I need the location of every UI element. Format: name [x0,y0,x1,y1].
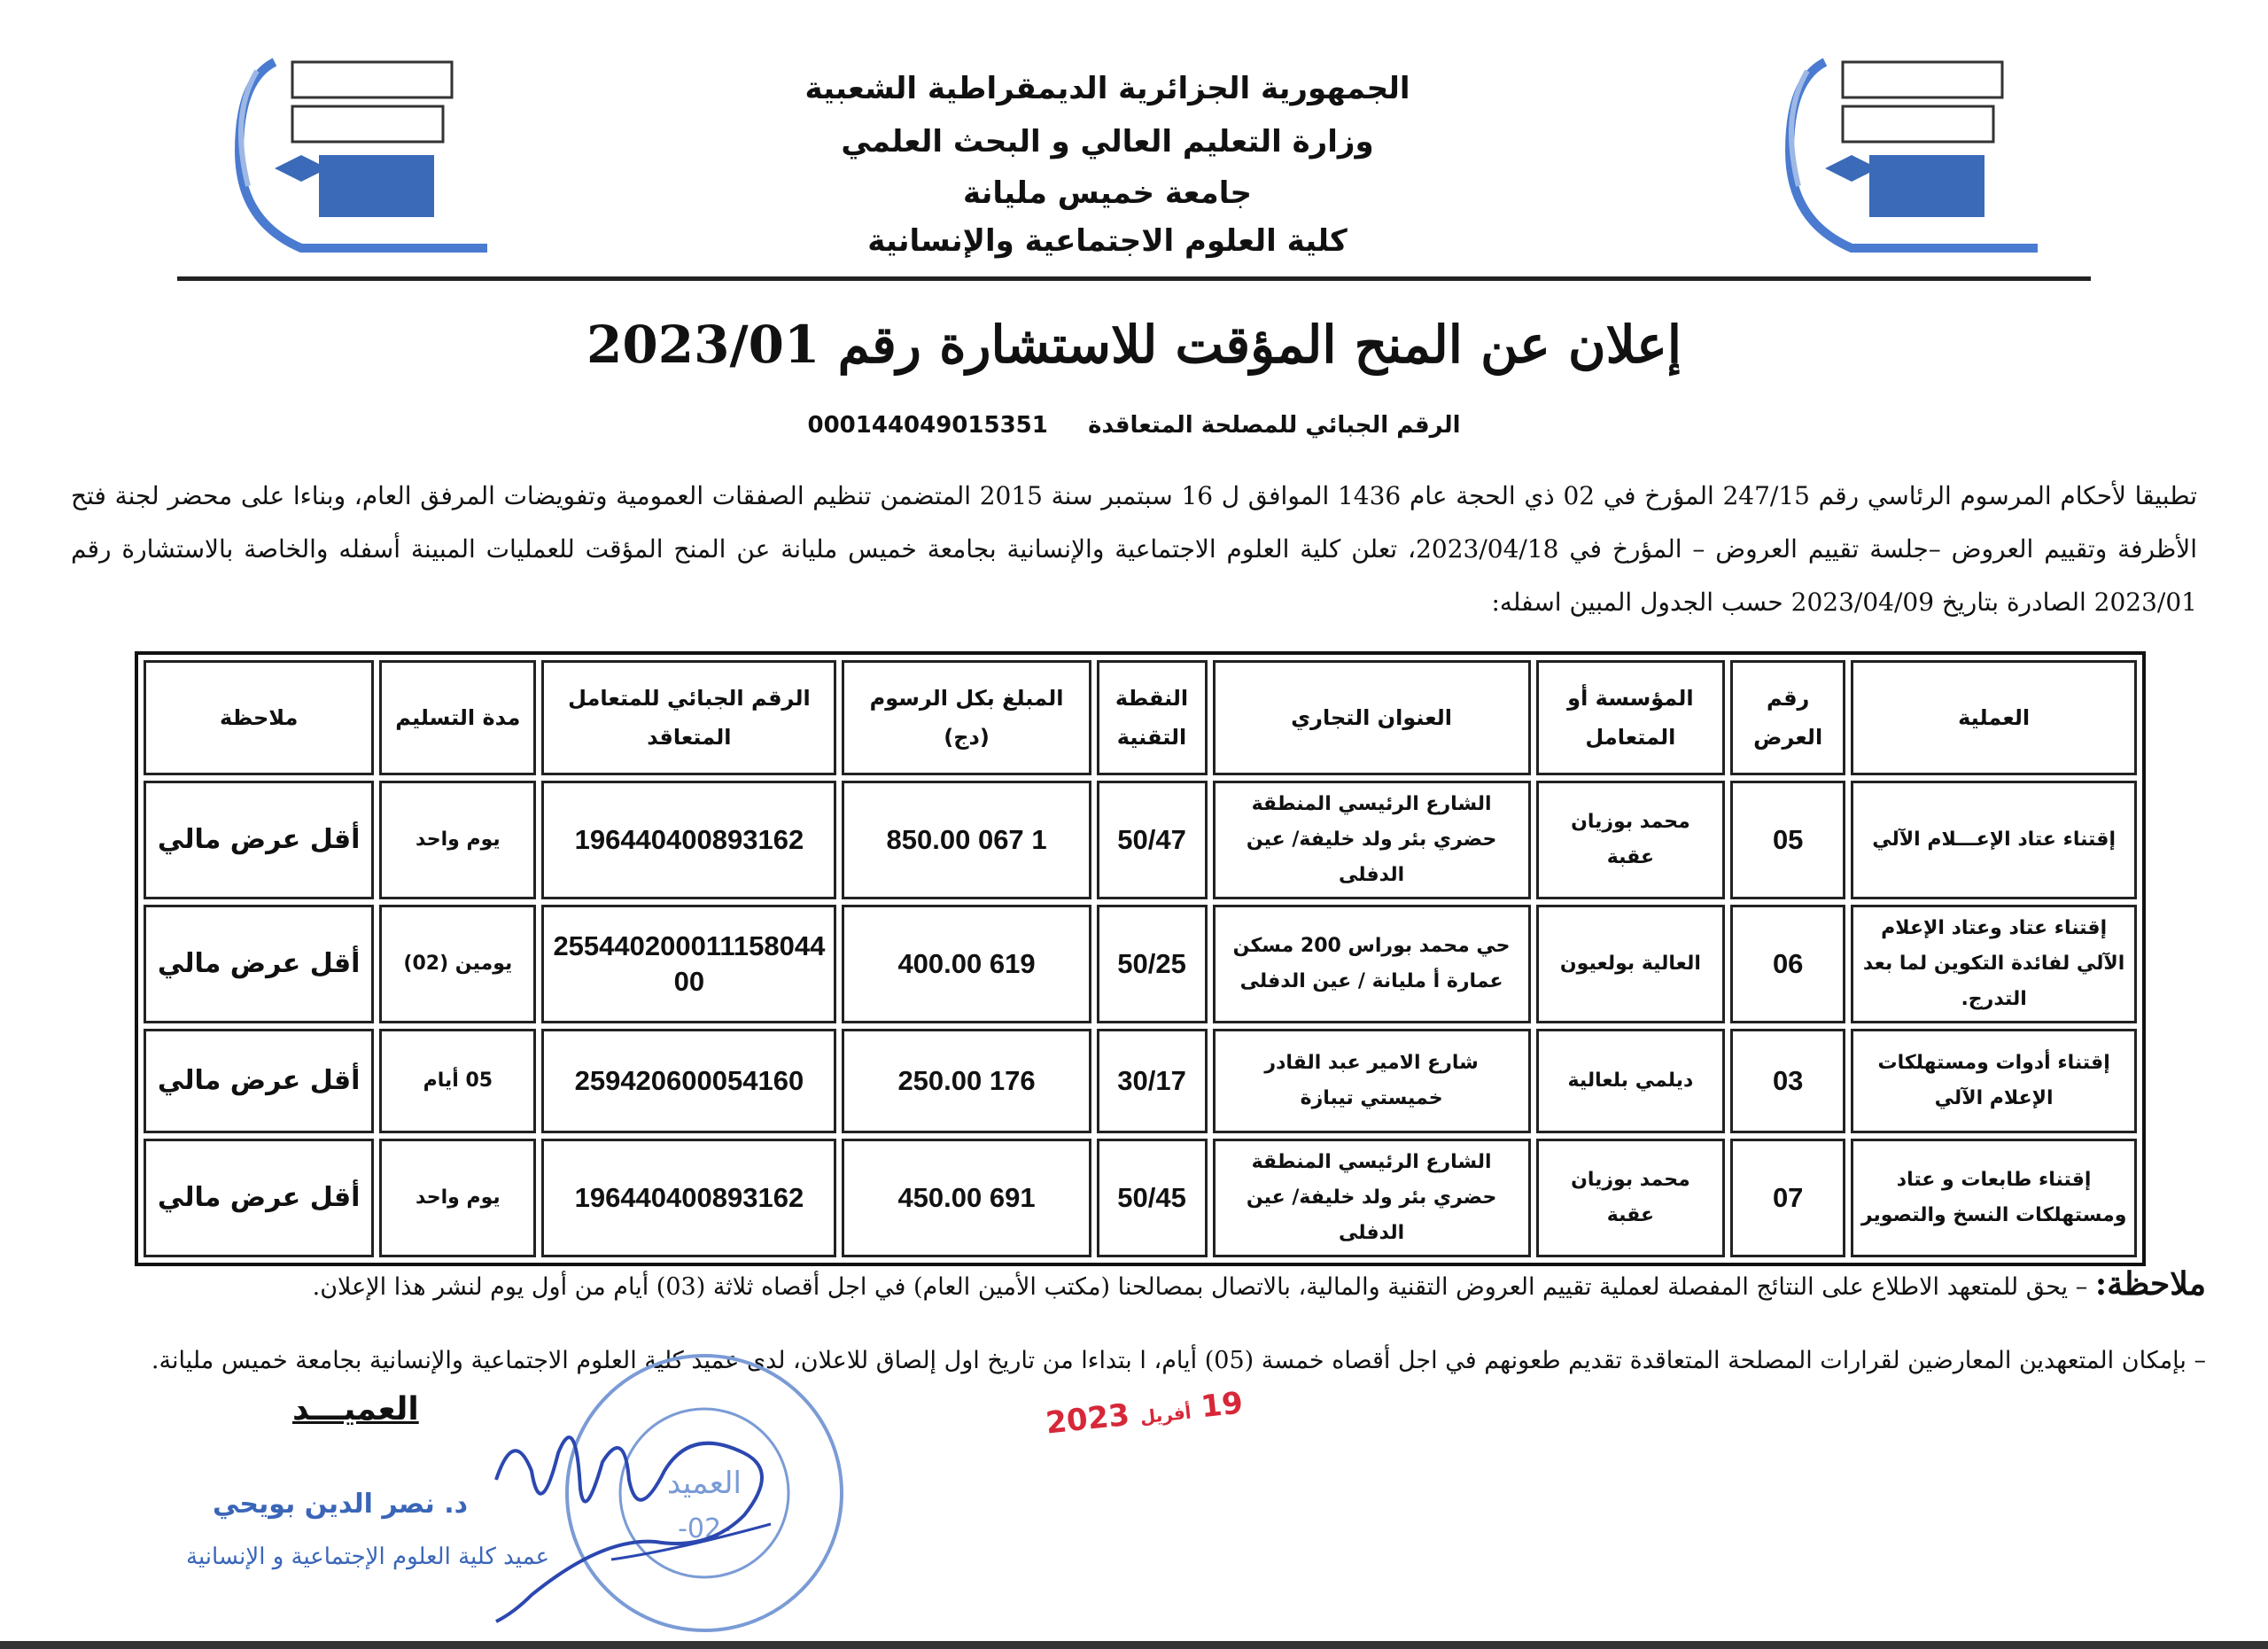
cell-note: أقل عرض مالي [144,781,374,899]
cell-offer-number: 07 [1730,1139,1845,1257]
cell-tech-score: 50/45 [1097,1139,1208,1257]
header-amount: المبلغ بكل الرسوم (دج) [842,660,1091,775]
dean-name: د. نصر الدين بويحي [213,1489,469,1520]
header-divider [177,276,2091,281]
intro-paragraph: تطبيقا لأحكام المرسوم الرئاسي رقم 247/15 المؤرخ في 02 ذي الحجة عام 1436 الموافق ل 16 سبتمبر سنة 2015 المتضمن تنظيم الصفقات العمومية وتفويضات المرفق العام، وبناءا على محضر لجنة فتح الأظرفة وتقييم العروض –جلسة تقييم العروض – المؤرخ في 2023/04/18، تعلن كلية العلوم الاجتماعية والإنسانية بجامعة خميس مليانة عن المنح المؤقت للعمليات المبينة أسفله والخاصة بالاستشارة رقم 2023/01 الصادرة بتاريخ 2023/04/09 حسب الجدول المبين اسفله: [71,481,2198,617]
header-tax-id: الرقم الجبائي للمتعامل المتعاقد [541,660,836,775]
cell-tech-score: 50/47 [1097,781,1208,899]
table-row [144,905,2137,1023]
date-stamp [1045,1385,1245,1441]
header-ministry: وزارة التعليم العالي و البحث العلمي [841,124,1374,159]
stamp-number: -02- [678,1513,731,1544]
header-address: العنوان التجاري [1213,660,1531,775]
cell-amount: 691 450.00 [842,1139,1091,1257]
stamp-word: العميد [667,1466,742,1501]
header-offer-number: رقم العرض [1730,660,1845,775]
signature-icon [478,1418,815,1630]
university-logo-icon [221,44,487,257]
cell-tech-score: 50/25 [1097,905,1208,1023]
cell-offer-number: 06 [1730,905,1845,1023]
cell-amount: 619 400.00 [842,905,1091,1023]
dean-title: العميـــد [292,1391,419,1427]
header-company: المؤسسة أو المتعامل [1536,660,1725,775]
date-year: 2023 [1044,1396,1131,1442]
header-university: جامعة خميس مليانة [962,175,1252,211]
cell-tax-id: 25544020001115804400 [541,905,836,1023]
handwritten-signature [478,1418,815,1630]
cell-operation: إقتناء أدوات ومستهلكات الإعلام الآلي [1851,1029,2137,1133]
cell-tech-score: 30/17 [1097,1029,1208,1133]
cell-offer-number: 05 [1730,781,1845,899]
university-logo-left [221,44,487,257]
cell-amount: 176 250.00 [842,1029,1091,1133]
note-1-text: – يحق للمتعهد الاطلاع على النتائج المفصلة لعملية تقييم العروض التقنية والمالية، بالاتصال بمصالحنا (مكتب الأمين العام) في اجل أقصاه ثلاثة (03) أيام من أول يوم لنشر هذا الإعلان. [312,1273,2088,1301]
announcement-title: إعلان عن المنح المؤقت للاستشارة رقم 2023/01 [586,315,1682,375]
header-tech-score: النقطة التقنية [1097,660,1208,775]
university-logo-icon [1772,44,2038,257]
cell-address: شارع الامير عبد القادر خميستي تيبازة [1213,1029,1531,1133]
cell-company: محمد بوزيان عقبة [1536,1139,1725,1257]
date-day: 19 [1199,1385,1245,1426]
cell-address: الشارع الرئيسي المنطقة حضري بئر ولد خليفة/ عين الدفلى [1213,1139,1531,1257]
cell-tax-id: 259420600054160 [541,1029,836,1133]
tax-id-line [797,412,1471,439]
header-note: ملاحظة [144,660,374,775]
cell-company: ديلمي بلعالية [1536,1029,1725,1133]
cell-operation: إقتناء عتاد وعتاد الإعلام الآلي لفائدة التكوين لما بعد التدرج. [1851,905,2137,1023]
tax-id-label: الرقم الجبائي للمصلحة المتعاقدة [1088,412,1461,439]
cell-company: محمد بوزيان عقبة [1536,781,1725,899]
dean-role: عميد كلية العلوم الإجتماعية و الإنسانية [186,1544,550,1570]
cell-note: أقل عرض مالي [144,905,374,1023]
university-logo-right [1772,44,2038,257]
date-month: أفريل [1138,1401,1192,1428]
note-2: – بإمكان المتعهدين المعارضين لقرارات المصلحة المتعاقدة تقديم طعونهم في اجل أقصاه خمسة (05) أيام، ا بتداءا من تاريخ اول إلصاق للاعلان، لدى عميد كلية العلوم الاجتماعية والإنسانية بجامعة خميس مليانة. [151,1347,2206,1374]
table-row [144,781,2137,899]
cell-company: العالية بولعيون [1536,905,1725,1023]
table-row [144,1139,2137,1257]
header-republic: الجمهورية الجزائرية الديمقراطية الشعبية [804,71,1410,106]
cell-note: أقل عرض مالي [144,1139,374,1257]
table-header-row [144,660,2137,775]
header-delivery: مدة التسليم [379,660,536,775]
page-bottom-edge [0,1641,2268,1649]
cell-delivery: يومين (02) [379,905,536,1023]
cell-delivery: 05 أيام [379,1029,536,1133]
header-operation: العملية [1851,660,2137,775]
cell-tax-id: 196440400893162 [541,781,836,899]
table-row [144,1029,2137,1133]
cell-operation: إقتناء عتاد الإعـــلام الآلي [1851,781,2137,899]
cell-operation: إقتناء طابعات و عتاد ومستهلكات النسخ والتصوير [1851,1139,2137,1257]
cell-tax-id: 196440400893162 [541,1139,836,1257]
award-table [135,651,2146,1266]
cell-amount: 1 067 850.00 [842,781,1091,899]
note-label: ملاحظة: [2094,1265,2206,1303]
cell-note: أقل عرض مالي [144,1029,374,1133]
cell-delivery: يوم واحد [379,781,536,899]
cell-address: حي محمد بوراس 200 مسكن عمارة أ مليانة / عين الدفلى [1213,905,1531,1023]
tax-id-value: 000144049015351 [807,412,1048,439]
cell-offer-number: 03 [1730,1029,1845,1133]
header-faculty: كلية العلوم الاجتماعية والإنسانية [867,223,1348,259]
cell-address: الشارع الرئيسي المنطقة حضري بئر ولد خليفة/ عين الدفلى [1213,781,1531,899]
note-1 [71,1263,2206,1309]
cell-delivery: يوم واحد [379,1139,536,1257]
